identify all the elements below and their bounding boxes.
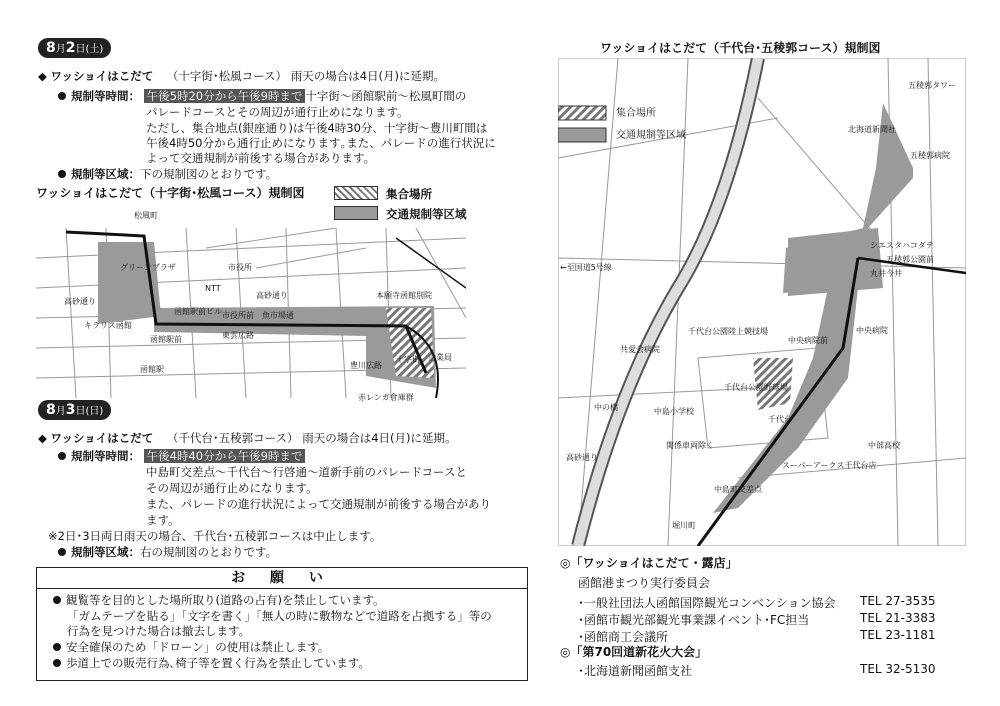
map-label: 共愛会病院: [620, 345, 660, 354]
legend-gather: [334, 186, 432, 202]
diamond-icon: ◆: [38, 431, 47, 445]
event-title: ワッショイはこだて: [50, 69, 154, 83]
event-course: （十字街･松風コース）: [166, 69, 288, 83]
notice-text: 行為を見つけた場合は撤去します。: [67, 624, 251, 638]
time-line: パレードコースとその周辺が通行止めになります。: [146, 105, 409, 119]
map-label: 魚市場通: [262, 311, 294, 320]
map-title-day1: ワッショイはこだて（十字街･松風コース）規制図: [36, 186, 305, 200]
contact-name: ･北海道新聞函館支社: [578, 664, 693, 678]
rain-note: ※2日･3日両日雨天の場合、千代台･五稜郭コースは中止します。: [48, 529, 382, 543]
badge-suffix: 日(日): [75, 406, 104, 417]
legend-regulated-label: 交通規制等区域: [386, 207, 467, 221]
notice-text: 安全確保のため「ドローン」の使用は禁止します。: [66, 640, 330, 654]
time-line: 十字街～函館駅前～松風町間の: [305, 89, 467, 103]
map-label: 豊川広路: [350, 361, 382, 370]
notice-item: [53, 639, 329, 655]
map-label: 丸井今井: [870, 269, 902, 278]
event-rain-note: 雨天の場合は4日(月)に延期。: [290, 69, 446, 83]
time-line: その周辺が通行止めになります。: [146, 481, 318, 495]
event-line-day1: [38, 68, 445, 84]
badge-day: 3: [65, 402, 76, 418]
area-row-day1: [58, 166, 277, 182]
event-rain-note: 雨天の場合は4日(月)に延期。: [302, 431, 457, 445]
time-line: ます。: [146, 513, 180, 527]
event-line-day2: [38, 430, 457, 446]
map-label: 本願寺函館別院: [376, 291, 432, 300]
diamond-icon: ◆: [38, 69, 47, 83]
right-legend-regulated: 交通規制等区域: [616, 130, 686, 141]
map-label: 赤レンガ倉庫群: [358, 393, 414, 402]
date-badge-aug3: [38, 400, 111, 420]
time-line: 中島町交差点～千代台～行啓通～道新手前のパレードコースと: [146, 465, 467, 479]
notice-box: [36, 567, 528, 681]
contact-section-title: ◎「ワッショイはこだて・露店」: [560, 556, 738, 570]
map-label: 市役所: [228, 263, 252, 272]
bullet-icon: [53, 596, 61, 604]
map-label: 堀川町: [672, 521, 696, 530]
time-row-day1: [58, 88, 466, 104]
map-label: 五稜郭タワー: [908, 81, 956, 90]
right-map-title: ワッショイはこだて（千代台･五稜郭コース）規制図: [600, 41, 881, 55]
badge-month: 8: [46, 40, 56, 56]
legend-regulated: [334, 206, 467, 222]
map-label: 函館駅: [140, 365, 164, 374]
notice-item: [53, 592, 385, 608]
notice-text: 観覧等を目的とした場所取り(道路の占有)を禁止しています。: [66, 593, 385, 607]
date-badge-aug2: [38, 38, 111, 58]
notice-text: 「ガムテープを貼る」「文字を書く」「無人の時に敷物などで道路を占拠する」等の: [67, 609, 492, 623]
area-label: 規制等区域：: [71, 167, 140, 181]
map-label: 松風町: [134, 211, 158, 220]
contact-tel: TEL 27-3535: [860, 594, 936, 608]
bullet-icon: [58, 452, 66, 460]
right-legend-gather: 集合場所: [616, 108, 656, 119]
map-label: 千代台公園野球場: [724, 383, 788, 392]
contact-tel: TEL 21-3383: [860, 611, 936, 625]
map-label: 函館駅前: [150, 335, 182, 344]
contact-section-title: ◎「第70回道新花火大会」: [560, 645, 708, 659]
time-line: ただし、集合地点(銀座通り)は午後4時30分、十字街～豊川町間は: [146, 121, 488, 135]
badge-suffix: 日(土): [75, 44, 104, 55]
contact-tel: TEL 23-1181: [860, 628, 936, 642]
map-label: 中央病院: [856, 326, 888, 335]
time-label: 規制等時間：: [71, 89, 140, 103]
map-label: 五稜郭病院: [910, 151, 950, 160]
notice-text: 歩道上での販売行為､椅子等を置く行為を禁止しています。: [66, 656, 370, 670]
map-label: スーパーアークス千代台店: [782, 461, 877, 470]
badge-day: 2: [65, 40, 76, 56]
map-label: グリーンプラザ: [120, 263, 176, 272]
bullet-icon: [53, 643, 61, 651]
event-course: （千代台･五稜郭コース）: [166, 431, 299, 445]
gray-swatch: [334, 206, 378, 220]
time-line: また、パレードの進行状況によって交通規制が前後する場合があり: [146, 497, 491, 511]
badge-month: 8: [46, 402, 56, 418]
area-value: 右の規制図のとおりです。: [140, 545, 278, 559]
map-label: 中島小学校: [654, 407, 694, 416]
map-label: 千代台公園陸上競技場: [688, 327, 768, 336]
area-value: 下の規制図のとおりです。: [140, 167, 278, 181]
time-label: 規制等時間：: [71, 449, 140, 463]
time-value: 午後4時40分から午後9時まで: [144, 449, 306, 463]
contact-name: ･一般社団法人函館国際観光コンベンション協会: [578, 596, 836, 610]
map-label: 中島町交差点: [714, 485, 762, 494]
map-label: 五稜郭公園前: [886, 255, 934, 264]
time-line: よって交通規制が前後する場合があります。: [146, 151, 376, 165]
time-line: 午後4時50分から通行止めになります｡また、パレードの進行状況に: [146, 136, 496, 150]
bullet-icon: [58, 170, 66, 178]
time-row-day2: [58, 448, 305, 464]
time-value: 午後5時20分から午後9時まで: [144, 89, 306, 103]
map-label: NTT: [205, 284, 221, 293]
contact-tel: TEL 32-5130: [860, 662, 936, 676]
map-label: キラリス函館: [84, 321, 132, 330]
map-label: 函館駅前ビル: [174, 307, 222, 316]
contact-name: ･函館市観光部観光事業課イベント･FC担当: [578, 613, 810, 627]
bullet-icon: [58, 92, 66, 100]
map-label: 十字街: [396, 355, 420, 364]
map-label: 中部高校: [868, 441, 900, 450]
map-label: 中央病院前: [788, 336, 828, 345]
badge-month-unit: 月: [55, 406, 66, 417]
map-label: 市役所前: [222, 311, 254, 320]
map-label: 企業局: [428, 353, 452, 362]
map-label: 高砂通り: [256, 291, 288, 300]
legend-gather-label: 集合場所: [386, 187, 432, 201]
area-label: 規制等区域：: [71, 545, 140, 559]
bullet-icon: [58, 548, 66, 556]
map-label: シエスタハコダテ: [870, 241, 934, 250]
map-label: 東雲広路: [222, 331, 254, 340]
map-label: 高砂通り: [64, 297, 96, 306]
map-label: 中の橋: [594, 403, 618, 412]
map-label: ←至国道5号線: [560, 263, 612, 272]
map-label: 北海道新聞社: [848, 125, 896, 134]
bullet-icon: [53, 659, 61, 667]
badge-month-unit: 月: [55, 44, 66, 55]
notice-title: お 願 い: [37, 568, 527, 589]
contact-org: 函館港まつり実行委員会: [578, 576, 711, 590]
hatch-swatch: [334, 186, 378, 200]
map-label: 高砂通り: [566, 453, 598, 462]
area-row-day2: [58, 544, 277, 560]
contact-name: ･函館商工会議所: [578, 630, 669, 644]
event-title: ワッショイはこだて: [50, 431, 154, 445]
map-label: 千代台: [768, 415, 792, 424]
notice-item: [53, 655, 370, 671]
map-label: 関係車両除く: [666, 441, 714, 450]
